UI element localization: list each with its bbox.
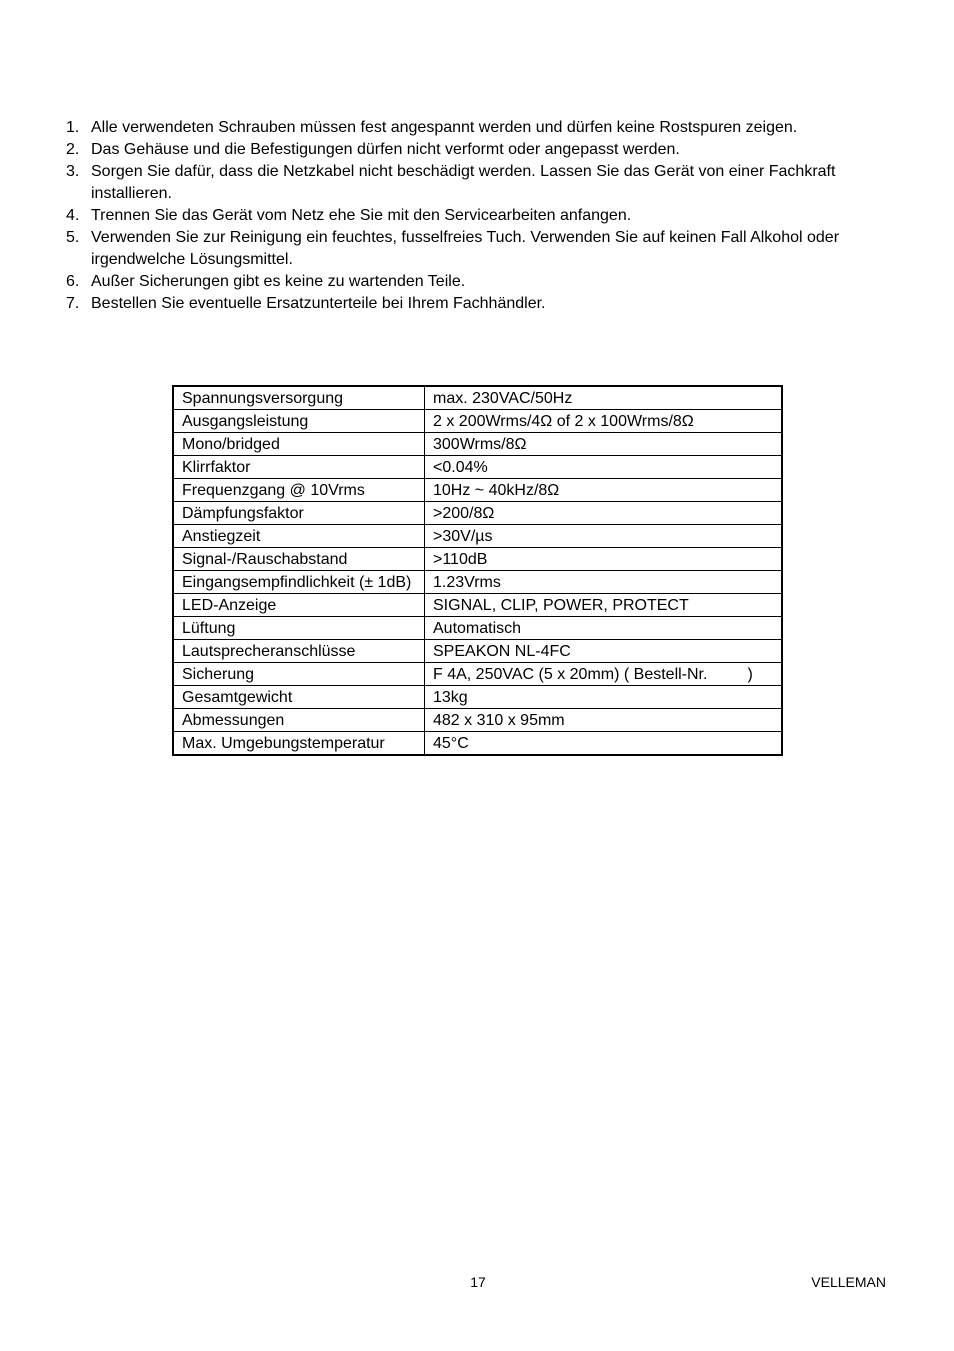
table-row (173, 386, 782, 410)
table-row (173, 502, 782, 525)
list-item-text: Sorgen Sie dafür, dass die Netzkabel nicht beschädigt werden. Lassen Sie das Gerät von einer Fachkraft installieren. (91, 163, 836, 202)
spec-label: Mono/bridged (173, 433, 425, 456)
list-item-text: Alle verwendeten Schrauben müssen fest angespannt werden und dürfen keine Rostspuren zeigen. (91, 119, 798, 136)
list-item (66, 117, 856, 139)
spec-label: Signal-/Rauschabstand (173, 548, 425, 571)
table-row (173, 732, 782, 756)
spec-label: Dämpfungsfaktor (173, 502, 425, 525)
spec-value: Automatisch (425, 617, 783, 640)
list-item-number: 7. (66, 295, 80, 312)
spec-label: Eingangsempfindlichkeit (± 1dB) (173, 571, 425, 594)
spec-label: Lautsprecheranschlüsse (173, 640, 425, 663)
spec-label: Sicherung (173, 663, 425, 686)
spec-label: Spannungsversorgung (173, 386, 425, 410)
list-item-number: 5. (66, 229, 80, 246)
spec-value: 482 x 310 x 95mm (425, 709, 783, 732)
table-row (173, 548, 782, 571)
list-item (66, 139, 856, 161)
spec-label: Frequenzgang @ 10Vrms (173, 479, 425, 502)
list-item-text: Das Gehäuse und die Befestigungen dürfen nicht verformt oder angepasst werden. (91, 141, 680, 158)
spec-value: >200/8Ω (425, 502, 783, 525)
list-item-number: 2. (66, 141, 80, 158)
spec-label: Klirrfaktor (173, 456, 425, 479)
list-item-text: Bestellen Sie eventuelle Ersatzunterteile bei Ihrem Fachhändler. (91, 295, 546, 312)
list-item-number: 1. (66, 119, 80, 136)
spec-label: LED-Anzeige (173, 594, 425, 617)
table-row (173, 663, 782, 686)
list-item (66, 293, 856, 315)
spec-label: Lüftung (173, 617, 425, 640)
list-item (66, 205, 856, 227)
spec-value: >30V/µs (425, 525, 783, 548)
table-row (173, 479, 782, 502)
table-row (173, 709, 782, 732)
spec-label: Ausgangsleistung (173, 410, 425, 433)
spec-label: Gesamtgewicht (173, 686, 425, 709)
table-row (173, 525, 782, 548)
spec-value: 300Wrms/8Ω (425, 433, 783, 456)
spec-value: 45°C (425, 732, 783, 756)
list-item-number: 3. (66, 163, 80, 180)
spec-value: max. 230VAC/50Hz (425, 386, 783, 410)
spec-value: <0.04% (425, 456, 783, 479)
list-item (66, 227, 856, 271)
spec-value: >110dB (425, 548, 783, 571)
spec-value: SIGNAL, CLIP, POWER, PROTECT (425, 594, 783, 617)
table-row (173, 571, 782, 594)
spec-label: Anstiegzeit (173, 525, 425, 548)
spec-label: Max. Umgebungstemperatur (173, 732, 425, 756)
spec-value: 13kg (425, 686, 783, 709)
spec-value: F 4A, 250VAC (5 x 20mm) ( Bestell-Nr. ) (425, 663, 783, 686)
list-item-number: 6. (66, 273, 80, 290)
list-item (66, 271, 856, 293)
list-item-text: Verwenden Sie zur Reinigung ein feuchtes, fusselfreies Tuch. Verwenden Sie auf keinen Fall Alkohol oder irgendwelche Lösungsmittel. (91, 229, 840, 268)
table-row (173, 594, 782, 617)
page-number: 17 (470, 1274, 486, 1290)
table-row (173, 686, 782, 709)
spec-value: 1.23Vrms (425, 571, 783, 594)
brand-name: VELLEMAN (811, 1274, 886, 1290)
table-row (173, 640, 782, 663)
table-row (173, 456, 782, 479)
spec-label: Abmessungen (173, 709, 425, 732)
spec-value: SPEAKON NL-4FC (425, 640, 783, 663)
list-item-number: 4. (66, 207, 80, 224)
maintenance-instructions-list (66, 117, 856, 315)
table-row (173, 433, 782, 456)
table-row (173, 410, 782, 433)
list-item-text: Außer Sicherungen gibt es keine zu wartenden Teile. (91, 273, 466, 290)
spec-value: 10Hz ~ 40kHz/8Ω (425, 479, 783, 502)
list-item-text: Trennen Sie das Gerät vom Netz ehe Sie mit den Servicearbeiten anfangen. (91, 207, 632, 224)
spec-value: 2 x 200Wrms/4Ω of 2 x 100Wrms/8Ω (425, 410, 783, 433)
table-row (173, 617, 782, 640)
list-item (66, 161, 856, 205)
specifications-table (172, 385, 783, 756)
